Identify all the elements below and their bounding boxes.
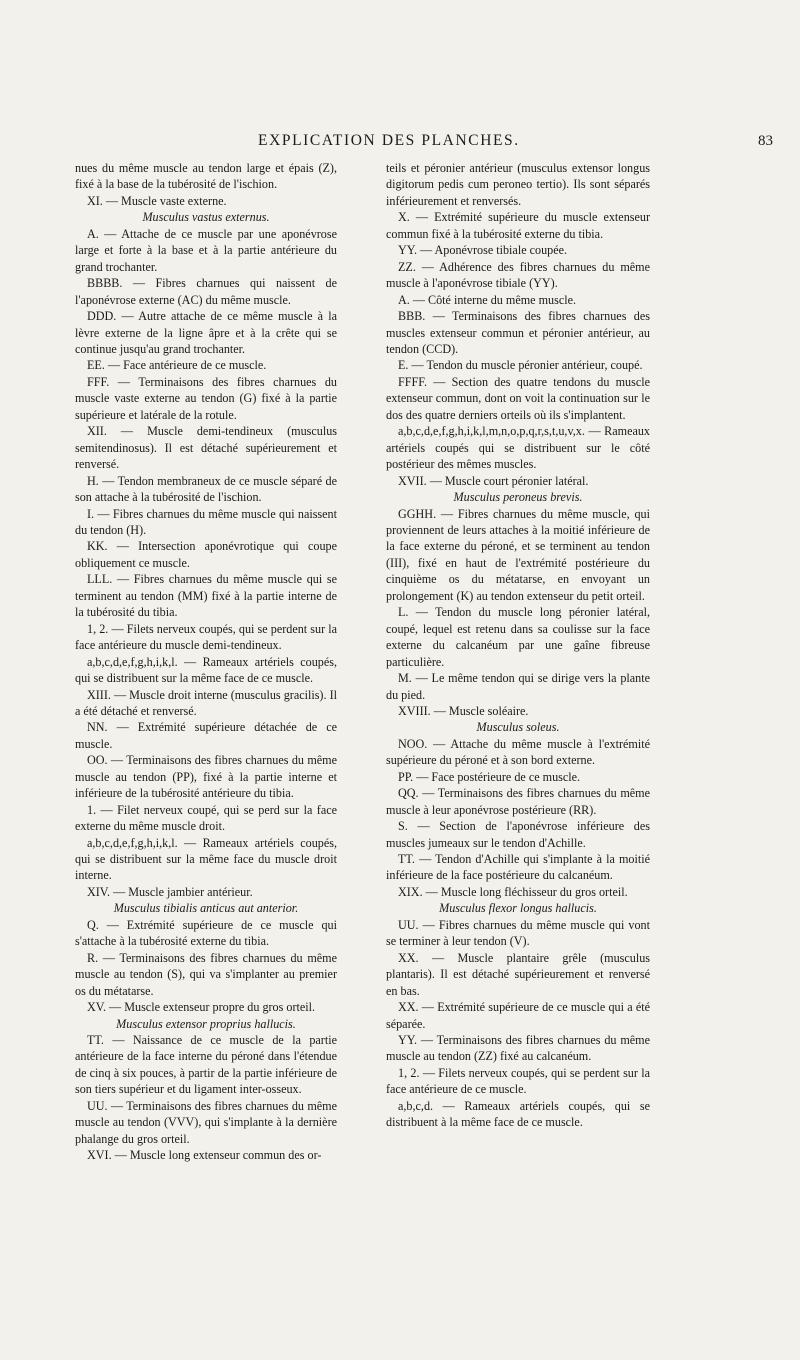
- paragraph: XII. — Muscle demi-tendineux (musculus semitendinosus). Il est détaché supérieurement et renversé.: [75, 424, 337, 472]
- paragraph: GGHH. — Fibres charnues du même muscle, qui proviennent de leurs attaches à la moitié inférieure de la face externe du péroné, et se terminent au tendon (III), fixé en haut de l'extrémité postérieure du cinquième os du métatarse, en envoyant un prolongement (K) au tendon extenseur du petit orteil.: [386, 506, 650, 603]
- paragraph: XIX. — Muscle long fléchisseur du gros orteil.: [398, 884, 628, 899]
- paragraph: TT. — Tendon d'Achille qui s'implante à la moitié inférieure de la face postérieure du calcanéum.: [386, 852, 650, 883]
- paragraph: XIII. — Muscle droit interne (musculus gracilis). Il a été détaché et renversé.: [75, 687, 337, 718]
- paragraph: H. — Tendon membraneux de ce muscle séparé de son attache à la tubérosité de l'ischion.: [75, 473, 337, 505]
- running-head: [0, 130, 800, 154]
- paragraph: UU. — Terminaisons des fibres charnues du même muscle au tendon (VVV), qui s'implante à la dernière phalange du gros orteil.: [75, 1098, 337, 1146]
- paragraph: XI. — Muscle vaste externe.: [87, 193, 227, 208]
- paragraph: M. — Le même tendon qui se dirige vers la plante du pied.: [386, 671, 650, 702]
- paragraph: a,b,c,d,e,f,g,h,i,k,l. — Rameaux artériels coupés, qui se distribuent sur la même face de ce muscle.: [75, 654, 337, 686]
- paragraph: TT. — Naissance de ce muscle de la partie antérieure de la face interne du péroné dans l'étendue de cinq à six pouces, à partir de la partie inférieure de son tiers supérieur et du ligament inter-osseux.: [75, 1033, 337, 1097]
- latin-heading: Musculus vastus externus.: [142, 210, 270, 225]
- paragraph: nues du même muscle au tendon large et épais (Z), fixé à la base de la tubérosité de l'ischion.: [75, 161, 337, 192]
- latin-heading: Musculus tibialis anticus aut anterior.: [113, 901, 299, 916]
- paragraph: L. — Tendon du muscle long péronier latéral, coupé, lequel est retenu dans sa coulisse sur la face externe du calcanéum par une gaîne fibreuse particulière.: [386, 605, 650, 669]
- paragraph: 1. — Filet nerveux coupé, qui se perd sur la face externe du même muscle droit.: [75, 802, 337, 834]
- paragraph: YY. — Aponévrose tibiale coupée.: [398, 243, 568, 258]
- latin-heading: Musculus flexor longus hallucis.: [439, 901, 597, 916]
- paragraph: R. — Terminaisons des fibres charnues du même muscle au tendon (S), qui va s'implanter au premier os du métatarse.: [75, 950, 337, 998]
- paragraph: BBBB. — Fibres charnues qui naissent de l'aponévrose externe (AC) du même muscle.: [75, 276, 337, 307]
- paragraph: I. — Fibres charnues du même muscle qui naissent du tendon (H).: [75, 506, 337, 537]
- paragraph: DDD. — Autre attache de ce même muscle à la lèvre externe de la ligne âpre et à la crête qui se continue jusqu'au grand trochanter.: [75, 309, 337, 356]
- paragraph: UU. — Fibres charnues du même muscle qui vont se terminer à leur tendon (V).: [386, 917, 650, 949]
- paragraph: 1, 2. — Filets nerveux coupés, qui se perdent sur la face antérieure du muscle demi-tendineux.: [75, 621, 337, 653]
- paragraph: YY. — Terminaisons des fibres charnues du même muscle au tendon (ZZ) fixé au calcanéum.: [386, 1033, 650, 1064]
- paragraph: XVIII. — Muscle soléaire.: [398, 703, 529, 718]
- paragraph: OO. — Terminaisons des fibres charnues du même muscle au tendon (PP), fixé à la partie interne et inférieure de la tubérosité antérieure du tibia.: [75, 753, 337, 801]
- paragraph: E. — Tendon du muscle péronier antérieur, coupé.: [398, 358, 643, 373]
- paragraph: 1, 2. — Filets nerveux coupés, qui se perdent sur la face antérieure de ce muscle.: [386, 1065, 650, 1097]
- paragraph: a,b,c,d. — Rameaux artériels coupés, qui se distribuent à la même face de ce muscle.: [386, 1098, 650, 1130]
- paragraph: A. — Attache de ce muscle par une aponévrose large et forte à la base et à la partie antérieure du grand trochanter.: [75, 226, 337, 274]
- paragraph: ZZ. — Adhérence des fibres charnues du même muscle à l'aponévrose tibiale (YY).: [386, 259, 650, 291]
- paragraph: NN. — Extrémité supérieure détachée de ce muscle.: [75, 720, 337, 751]
- paragraph: QQ. — Terminaisons des fibres charnues du même muscle à leur aponévrose postérieure (RR).: [386, 786, 650, 817]
- right-column: [386, 160, 650, 1131]
- paragraph: XIV. — Muscle jambier antérieur.: [87, 884, 253, 899]
- paragraph: XVI. — Muscle long extenseur commun des or-: [87, 1148, 322, 1163]
- paragraph: a,b,c,d,e,f,g,h,i,k,l,m,n,o,p,q,r,s,t,u,v,x. — Rameaux artériels coupés qui se distribuent sur le côté postérieur des mêmes muscles.: [386, 424, 650, 472]
- paragraph: teils et péronier antérieur (musculus extensor longus digitorum pedis cum peroneo tertio). Ils sont séparés inférieurement et renversés.: [386, 161, 650, 208]
- paragraph: Q. — Extrémité supérieure de ce muscle qui s'attache à la tubérosité externe du tibia.: [75, 917, 337, 949]
- latin-heading: Musculus soleus.: [476, 720, 560, 735]
- paragraph: KK. — Intersection aponévrotique qui coupe obliquement ce muscle.: [75, 539, 337, 570]
- paragraph: LLL. — Fibres charnues du même muscle qui se terminent au tendon (MM) fixé à la partie interne de la tubérosité du tibia.: [75, 572, 337, 620]
- paragraph: BBB. — Terminaisons des fibres charnues des muscles extenseur commun et péronier antérieur, au tendon (CCD).: [386, 309, 650, 356]
- latin-heading: Musculus extensor proprius hallucis.: [116, 1016, 296, 1031]
- paragraph: a,b,c,d,e,f,g,h,i,k,l. — Rameaux artériels coupés, qui se distribuent sur la même face du muscle droit interne.: [75, 835, 337, 883]
- left-column: [75, 160, 337, 1164]
- paragraph: XX. — Muscle plantaire grêle (musculus plantaris). Il est détaché supérieurement et renversé en bas.: [386, 950, 650, 998]
- paragraph: XX. — Extrémité supérieure de ce muscle qui a été séparée.: [386, 1000, 650, 1031]
- latin-heading: Musculus peroneus brevis.: [453, 490, 583, 505]
- paragraph: A. — Côté interne du même muscle.: [398, 292, 577, 307]
- paragraph: XVII. — Muscle court péronier latéral.: [398, 473, 589, 488]
- paragraph: FFF. — Terminaisons des fibres charnues du muscle vaste externe au tendon (G) fixé à la partie supérieure et latérale de la rotule.: [75, 374, 337, 422]
- page-number: 83: [758, 133, 773, 149]
- paragraph: S. — Section de l'aponévrose inférieure des muscles jumeaux sur le tendon d'Achille.: [386, 819, 650, 850]
- paragraph: PP. — Face postérieure de ce muscle.: [398, 769, 581, 784]
- paragraph: FFFF. — Section des quatre tendons du muscle extenseur commun, dont on voit la continuation sur le dos des quatre derniers orteils où ils s'implantent.: [386, 374, 650, 422]
- paragraph: EE. — Face antérieure de ce muscle.: [87, 358, 267, 373]
- page-title: EXPLICATION DES PLANCHES.: [258, 132, 520, 149]
- paragraph: X. — Extrémité supérieure du muscle extenseur commun fixé à la tubérosité externe du tibia.: [386, 210, 650, 241]
- paragraph: NOO. — Attache du même muscle à l'extrémité supérieure du péroné et à son bord externe.: [386, 736, 650, 768]
- paragraph: XV. — Muscle extenseur propre du gros orteil.: [87, 1000, 316, 1015]
